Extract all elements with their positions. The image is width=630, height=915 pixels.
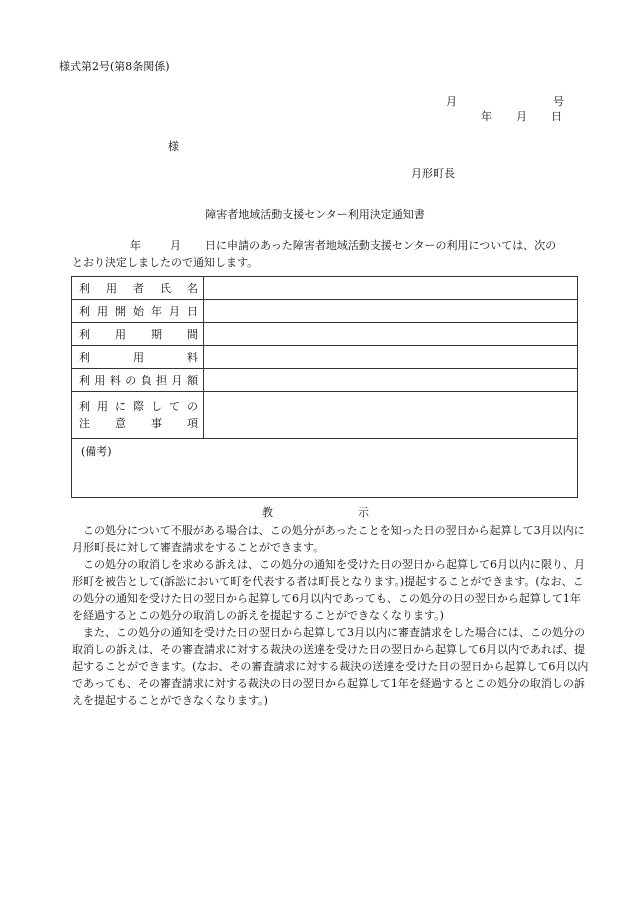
- intro-line-2: とおり決定しましたので通知します。: [72, 256, 259, 269]
- usage-period-value[interactable]: [204, 323, 578, 346]
- document-number-suffix: 号: [553, 95, 564, 108]
- monthly-burden-label: 利 用 料 の 負 担 月 額: [72, 369, 204, 392]
- instruction-paragraph-2: この処分の取消しを求める訴えは、この処分の通知を受けた日の翌日から起算して6月以内に限り、月形町を被告として(訴訟において町を代表する者は町長となります。)提起することができます。(なお、この処分の通知を受けた日の翌日から起算して6月以内であっても、この処分の日の翌日から起算して1年を経過するとこの処分の取消しの訴えを提起することができなくなります。): [72, 558, 585, 622]
- instruction-paragraph-3: また、この処分の通知を受けた日の翌日から起算して3月以内に審査請求をした場合には、この処分の取消しの訴えは、その審査請求に対する裁決の送達を受けた日の翌日から起算して6月以内であれば、提起することができます。(なお、その審査請求に対する裁決の送達を受けた日の翌日から起算して6月以内であっても、その審査請求に対する裁決の日の翌日から起算して1年を経過するとこの処分の取消しの訴えを提起することができなくなります。): [72, 626, 589, 707]
- issue-date-day: 日: [551, 110, 562, 123]
- instruction-paragraph-1: この処分について不服がある場合は、この処分があったことを知った日の翌日から起算して3月以内に月形町長に対して審査請求をすることができます。: [72, 524, 585, 554]
- issue-date-year: 年: [481, 110, 492, 123]
- table-row: [72, 323, 578, 346]
- usage-notes-value[interactable]: [204, 392, 578, 439]
- addressee-suffix: 様: [168, 140, 179, 153]
- instruction-heading-char-1: 教: [262, 506, 273, 519]
- remarks-label: (備考): [81, 445, 112, 458]
- usage-notes-label: 利 用 に 際 し て の 注 意 事 項: [72, 392, 204, 439]
- document-title: 障害者地域活動支援センター利用決定通知書: [205, 208, 425, 221]
- usage-fee-value[interactable]: [204, 346, 578, 369]
- table-row: [72, 439, 578, 498]
- table-row: [72, 300, 578, 323]
- instruction-body: [72, 522, 590, 709]
- table-row: [72, 346, 578, 369]
- start-date-label: 利 用 開 始 年 月 日: [72, 300, 204, 323]
- table-row: [72, 277, 578, 300]
- user-name-value[interactable]: [204, 277, 578, 300]
- remarks-cell[interactable]: [72, 439, 578, 498]
- usage-fee-label: 利 用 料: [72, 346, 204, 369]
- intro-month: 月: [170, 239, 181, 252]
- table-row: [72, 369, 578, 392]
- document-number-month: 月: [446, 95, 457, 108]
- usage-period-label: 利 用 期 間: [72, 323, 204, 346]
- user-name-label: 利 用 者 氏 名: [72, 277, 204, 300]
- form-number: 様式第2号(第8条関係): [59, 60, 170, 73]
- intro-year: 年: [130, 239, 141, 252]
- usage-decision-table: [71, 276, 578, 498]
- issue-date-month: 月: [516, 110, 527, 123]
- intro-line-1: 日に申請のあった障害者地域活動支援センターの利用については、次の: [205, 239, 557, 252]
- start-date-value[interactable]: [204, 300, 578, 323]
- sender-name: 月形町長: [411, 167, 455, 180]
- instruction-heading-char-2: 示: [358, 506, 369, 519]
- table-row: [72, 392, 578, 439]
- monthly-burden-value[interactable]: [204, 369, 578, 392]
